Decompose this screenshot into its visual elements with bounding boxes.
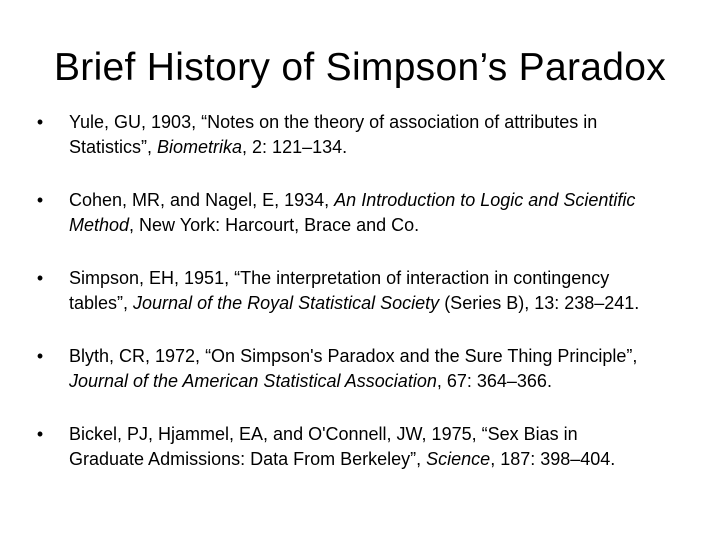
reference-journal: An Introduction to Logic and Scientific Method (69, 190, 636, 235)
reference-volume-pages: , New York: Harcourt, Brace and Co. (129, 215, 420, 235)
reference-authors-title: Bickel, PJ, Hjammel, EA, and O'Connell, JW, 1975, “Sex Bias in Graduate Admissions: Data From Berkeley”, (69, 424, 578, 469)
slide-title: Brief History of Simpson’s Paradox (53, 46, 667, 89)
reference-item (30, 266, 690, 344)
reference-item (30, 422, 690, 500)
reference-item (30, 344, 690, 422)
reference-text (69, 344, 649, 394)
reference-volume-pages: , 187: 398–404. (490, 449, 616, 469)
bullet-icon: • (36, 112, 44, 132)
reference-journal: Journal of the American Statistical Association (69, 371, 437, 391)
reference-volume-pages: , 2: 121–134. (242, 137, 348, 157)
reference-authors-title: Simpson, EH, 1951, “The interpretation of interaction in contingency tables”, (69, 268, 610, 313)
bullet-icon: • (36, 346, 44, 366)
reference-authors-title: Blyth, CR, 1972, “On Simpson's Paradox and the Sure Thing Principle”, (69, 346, 638, 366)
reference-text (69, 188, 649, 238)
reference-list (30, 110, 690, 500)
reference-journal: Biometrika (157, 137, 243, 157)
reference-text (69, 110, 649, 160)
reference-volume-pages: (Series B), 13: 238–241. (439, 293, 640, 313)
reference-authors-title: Cohen, MR, and Nagel, E, 1934, (69, 190, 335, 210)
reference-journal: Journal of the Royal Statistical Society (133, 293, 440, 313)
reference-text (69, 266, 649, 316)
reference-item (30, 110, 690, 188)
reference-journal: Science (426, 449, 491, 469)
bullet-icon: • (36, 268, 44, 288)
reference-authors-title: Yule, GU, 1903, “Notes on the theory of association of attributes in Statistics”, (69, 112, 598, 157)
bullet-icon: • (36, 190, 44, 210)
reference-text (69, 422, 649, 472)
reference-item (30, 188, 690, 266)
reference-volume-pages: , 67: 364–366. (436, 371, 552, 391)
bullet-icon: • (36, 424, 44, 444)
